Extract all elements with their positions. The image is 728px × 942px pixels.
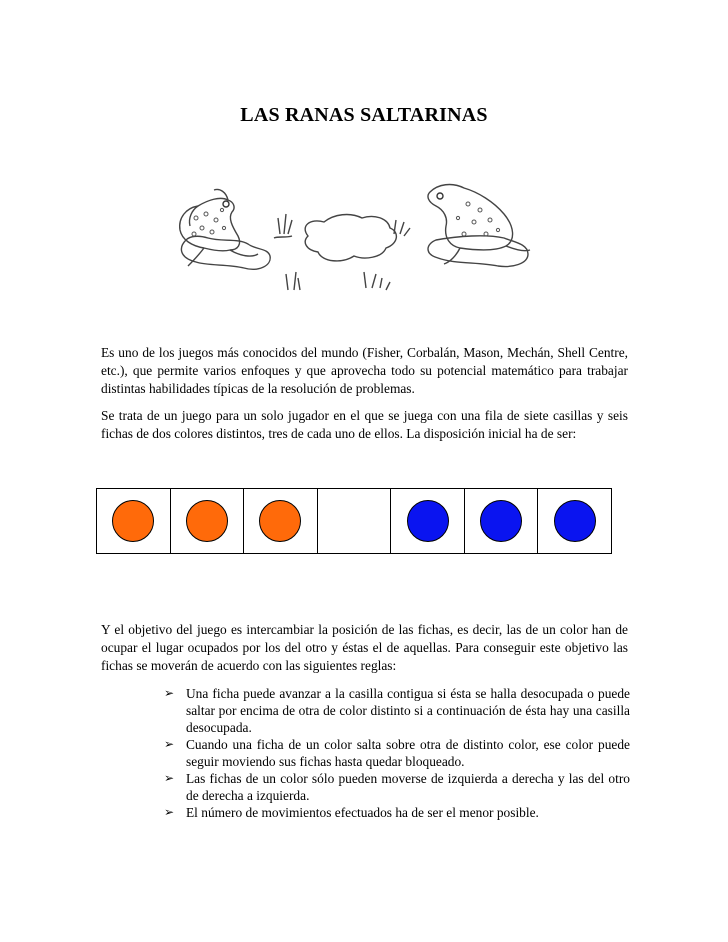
orange-piece — [186, 500, 228, 542]
setup-paragraph: Se trata de un juego para un solo jugador en el que se juega con una fila de siete casillas y seis fichas de dos colores distintos, tres de cada uno de ellos. La disposición inicial ha de ser: — [101, 408, 628, 441]
arrow-bullet-icon: ➢ — [164, 771, 175, 785]
game-board — [96, 488, 612, 554]
orange-piece — [112, 500, 154, 542]
rule-item — [160, 770, 630, 804]
board-cell — [318, 489, 392, 553]
rule-text: Las fichas de un color sólo pueden moverse de izquierda a derecha y las del otro de derecha a izquierda. — [186, 771, 630, 803]
board-cell — [465, 489, 539, 553]
board-cell — [244, 489, 318, 553]
board-cell — [391, 489, 465, 553]
orange-piece — [259, 500, 301, 542]
board-cell — [538, 489, 611, 553]
blue-piece — [480, 500, 522, 542]
arrow-bullet-icon: ➢ — [164, 737, 175, 751]
intro-paragraph: Es uno de los juegos más conocidos del mundo (Fisher, Corbalán, Mason, Mechán, Shell Centre, etc.), que permite varios enfoques y que aprovecha todo su potencial matemático para trabajar distintas habilidades típicas de la resolución de problemas. — [101, 345, 628, 396]
arrow-bullet-icon: ➢ — [164, 686, 175, 700]
objective-paragraph: Y el objetivo del juego es intercambiar la posición de las fichas, es decir, las de un color han de ocupar el lugar ocupados por los del otro y éstas el de aquellas. Para conseguir este objetivo las fichas se moverán de acuerdo con las siguientes reglas: — [101, 622, 628, 673]
rule-item — [160, 685, 630, 736]
blue-piece — [407, 500, 449, 542]
page-title: LAS RANAS SALTARINAS — [240, 104, 488, 126]
rule-text: Cuando una ficha de un color salta sobre otra de distinto color, ese color puede seguir moviendo sus fichas hasta quedar bloqueado. — [186, 737, 630, 769]
rule-item — [160, 804, 630, 821]
rule-text: Una ficha puede avanzar a la casilla contigua si ésta se halla desocupada o puede saltar por encima de otra de color distinto si a continuación de ésta hay una casilla desocupada. — [186, 686, 630, 735]
board-cell — [171, 489, 245, 553]
rule-text: El número de movimientos efectuados ha de ser el menor posible. — [186, 805, 539, 820]
rules-list — [160, 685, 630, 821]
blue-piece — [554, 500, 596, 542]
rule-item — [160, 736, 630, 770]
board-cell — [97, 489, 171, 553]
frogs-leaping-between-puddles-illustration — [168, 178, 552, 302]
arrow-bullet-icon: ➢ — [164, 805, 175, 819]
